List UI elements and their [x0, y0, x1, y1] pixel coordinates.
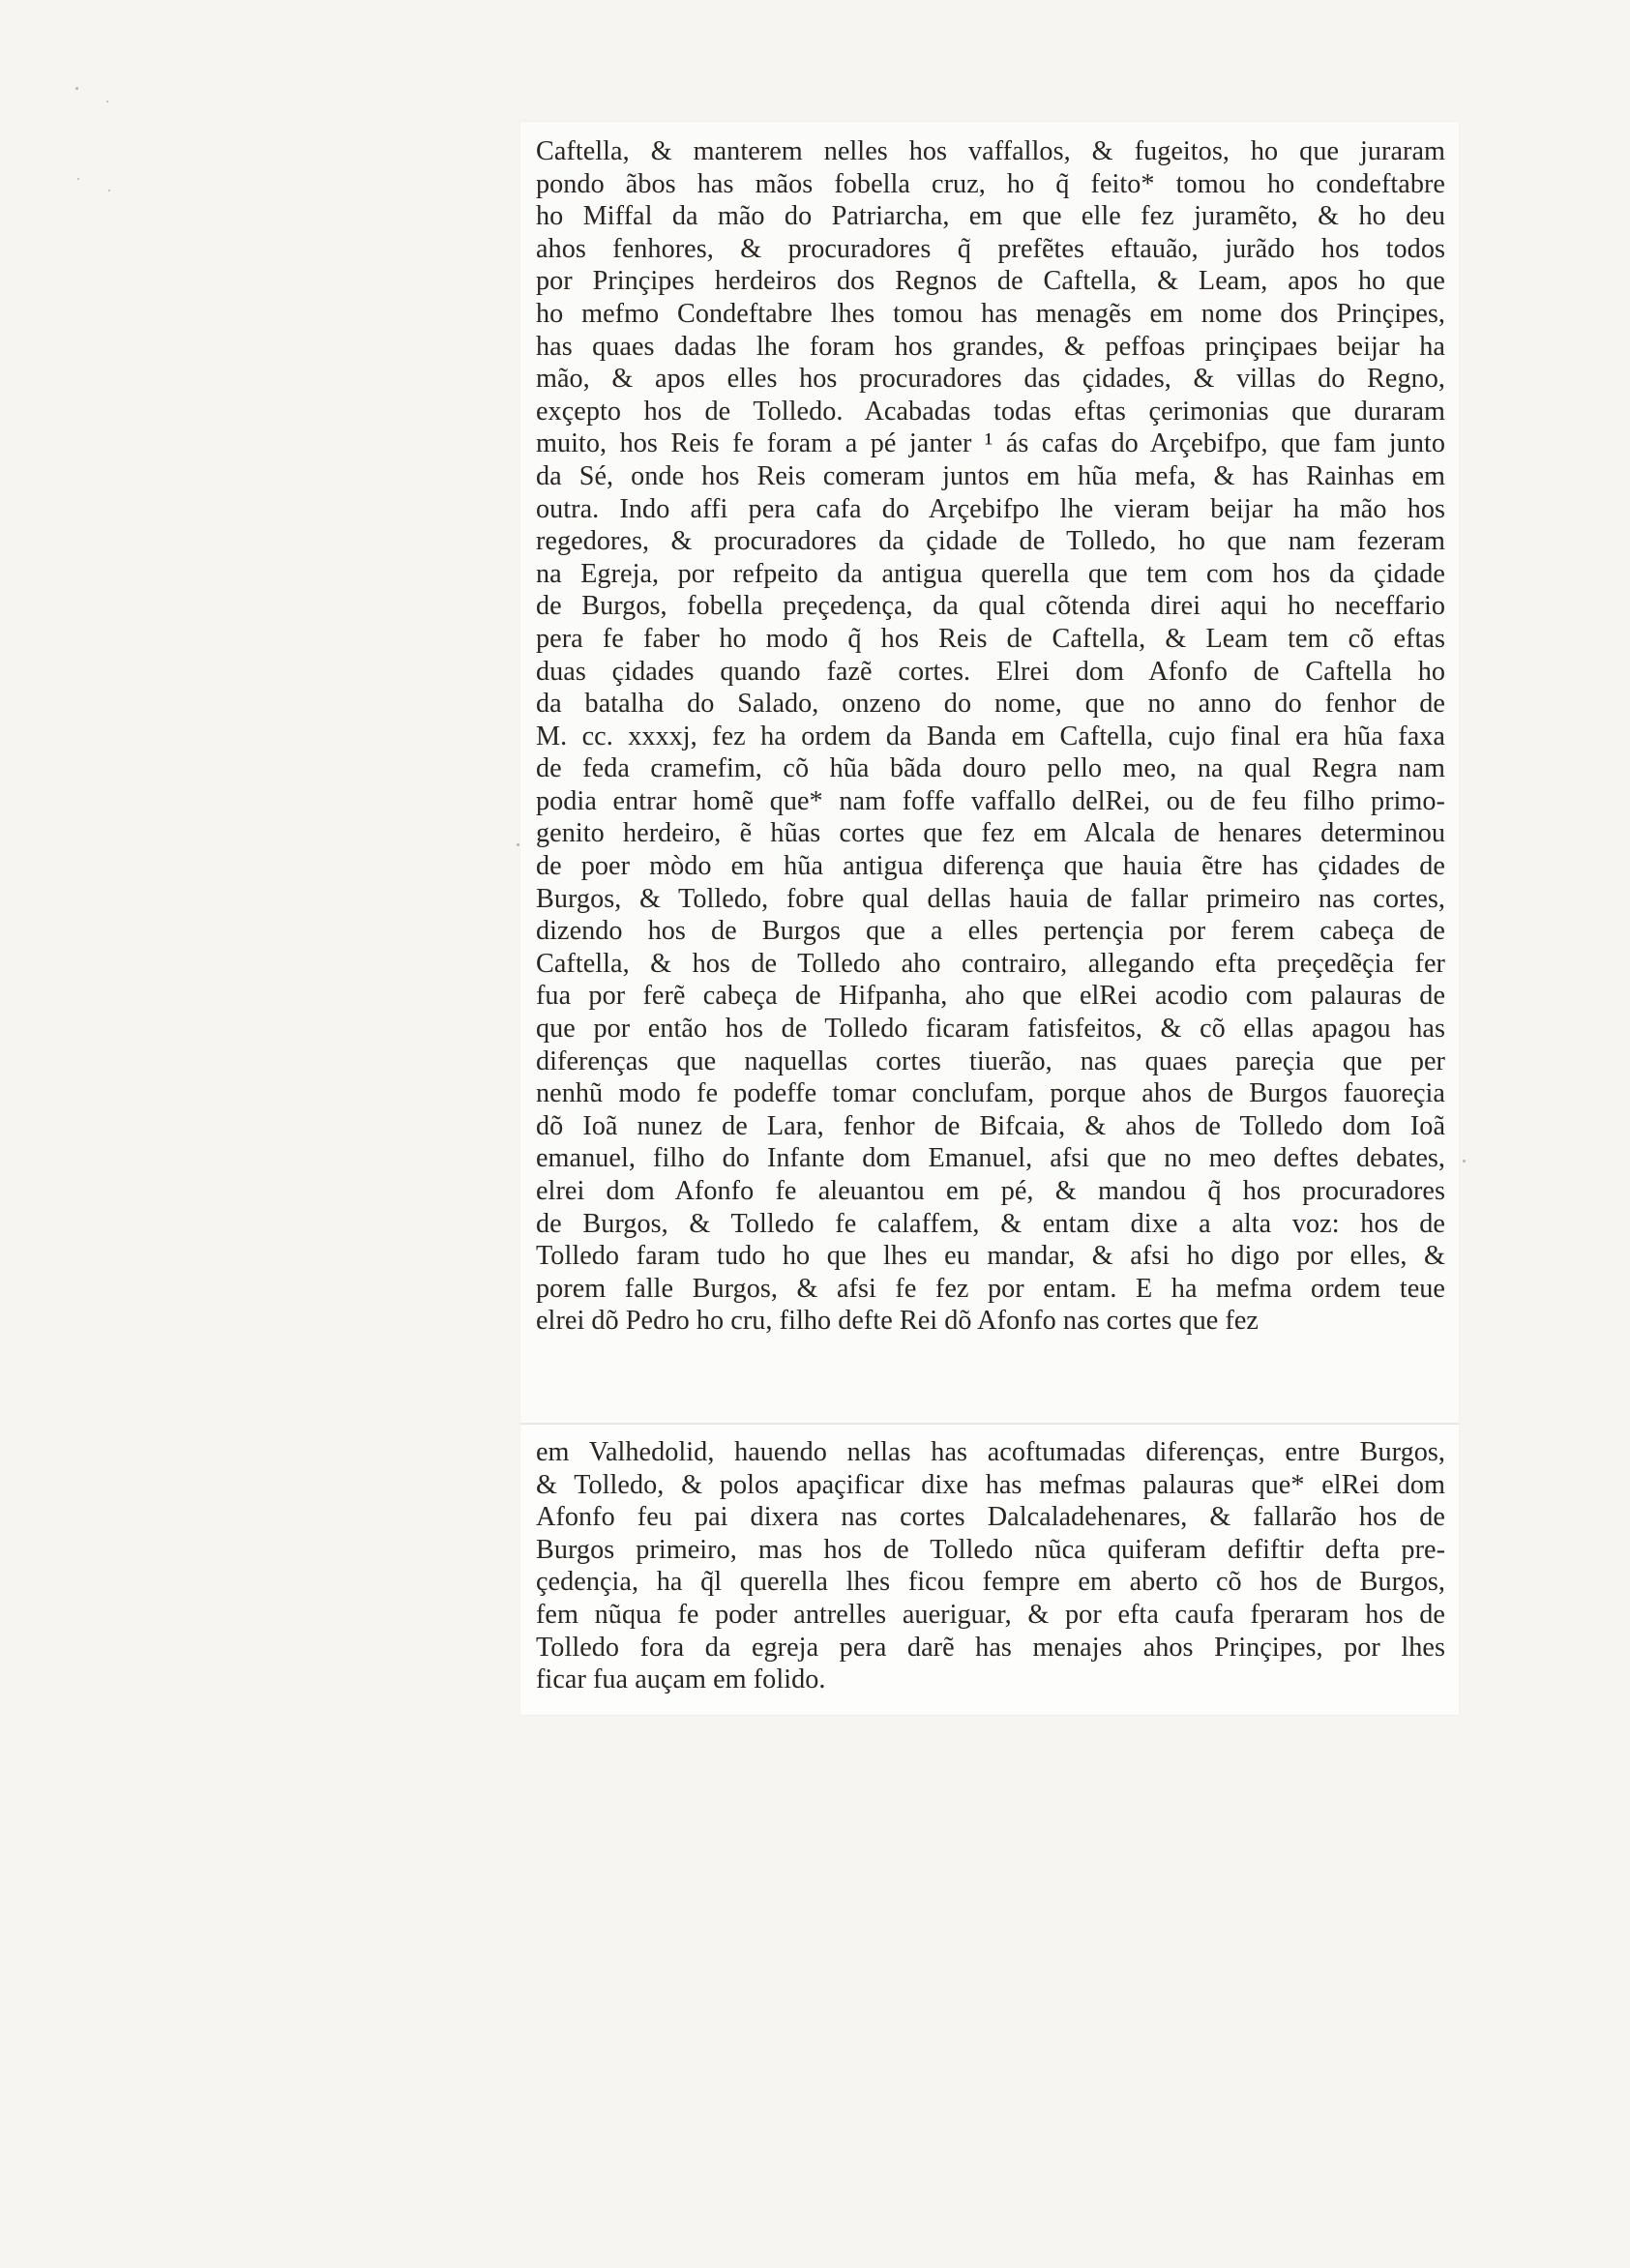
- text-line: podia entrar homẽ que* nam foffe vaffallo delRei, ou de feu filho primo-: [536, 785, 1445, 816]
- text-line: por Prinçipes herdeiros dos Regnos de Caftella, & Leam, apos ho que: [536, 266, 1445, 297]
- page-speck: [108, 190, 110, 191]
- text-lines-upper: [536, 135, 1445, 1338]
- text-line: Afonfo feu pai dixera nas cortes Dalcaladehenares, & fallarão hos de: [536, 1502, 1445, 1533]
- text-line: fem nũqua fe poder antrelles aueriguar, & por efta caufa fperaram hos de: [536, 1599, 1445, 1630]
- text-line: da batalha do Salado, onzeno do nome, que no anno do fenhor de: [536, 689, 1445, 720]
- text-line: fua por ferẽ cabeça de Hifpanha, aho que elRei acodio com palauras de: [536, 981, 1445, 1012]
- text-line: dizendo hos de Burgos que a elles pertençia por ferem cabeça de: [536, 916, 1445, 947]
- text-line: mão, & apos elles hos procuradores das çidades, & villas do Regno,: [536, 364, 1445, 395]
- text-line: muito, hos Reis fe foram a pé janter ¹ ás cafas do Arçebifpo, que fam junto: [536, 428, 1445, 459]
- text-line: elrei dom Afonfo fe aleuantou em pé, & mandou q̃ hos procuradores: [536, 1176, 1445, 1206]
- text-line: M. cc. xxxxj, fez ha ordem da Banda em Caftella, cujo final era hũa faxa: [536, 721, 1445, 751]
- text-line: diferenças que naquellas cortes tiuerão, nas quaes pareçia que per: [536, 1046, 1445, 1076]
- text-line: genito herdeiro, ẽ hũas cortes que fez em Alcala de henares determinou: [536, 818, 1445, 849]
- text-line: que por então hos de Tolledo ficaram fatisfeitos, & cõ ellas apagou has: [536, 1014, 1445, 1045]
- text-line: çedençia, ha q̃l querella lhes ficou fempre em aberto cõ hos de Burgos,: [536, 1567, 1445, 1598]
- text-line: pera fe faber ho modo q̃ hos Reis de Caftella, & Leam tem cõ eftas: [536, 623, 1445, 654]
- text-line: da Sé, onde hos Reis comeram juntos em hũa mefa, & has Rainhas em: [536, 460, 1445, 491]
- text-line: pondo ãbos has mãos fobella cruz, ho q̃ feito* tomou ho condeftabre: [536, 168, 1445, 199]
- text-line: Tolledo faram tudo ho que lhes eu mandar, & afsi ho digo por elles, &: [536, 1241, 1445, 1272]
- text-line: elrei dõ Pedro ho cru, filho defte Rei dõ Afonfo nas cortes que fez: [536, 1306, 1259, 1337]
- text-line: ahos fenhores, & procuradores q̃ prefẽtes eftauão, jurãdo hos todos: [536, 233, 1445, 264]
- text-line: de Burgos, & Tolledo fe calaffem, & entam dixe a alta voz: hos de: [536, 1208, 1445, 1239]
- text-lines-lower: [536, 1436, 1445, 1696]
- text-line: duas çidades quando fazẽ cortes. Elrei dom Afonfo de Caftella ho: [536, 656, 1445, 687]
- page-speck: [517, 843, 519, 846]
- page-speck: [75, 87, 78, 90]
- page-speck: [106, 101, 108, 103]
- text-line: dõ Ioã nunez de Lara, fenhor de Bifcaia, & ahos de Tolledo dom Ioã: [536, 1110, 1445, 1141]
- text-line: Caftella, & manterem nelles hos vaffallos, & fugeitos, ho que juraram: [536, 136, 1445, 166]
- text-line: de poer mòdo em hũa antigua diferença que hauia ẽtre has çidades de: [536, 851, 1445, 882]
- text-line: de feda cramefim, cõ hũa bãda douro pello meo, na qual Regra nam: [536, 753, 1445, 784]
- text-line: na Egreja, por refpeito da antigua querella que tem com hos da çidade: [536, 558, 1445, 589]
- text-line: has quaes dadas lhe foram hos grandes, & peffoas prinçipaes beijar ha: [536, 331, 1445, 362]
- text-line: regedores, & procuradores da çidade de Tolledo, ho que nam fezeram: [536, 526, 1445, 557]
- text-block-lower: [520, 1425, 1459, 1715]
- text-line: outra. Indo affi pera cafa do Arçebifpo lhe vieram beijar ha mão hos: [536, 493, 1445, 524]
- page-speck: [77, 178, 79, 180]
- text-line: Burgos, & Tolledo, fobre qual dellas hauia de fallar primeiro nas cortes,: [536, 883, 1445, 914]
- text-line: em Valhedolid, hauendo nellas has acoftumadas diferenças, entre Burgos,: [536, 1437, 1445, 1467]
- text-line: ho mefmo Condeftabre lhes tomou has menagẽs em nome dos Prinçipes,: [536, 298, 1445, 329]
- text-line: nenhũ modo fe podeffe tomar conclufam, porque ahos de Burgos fauoreçia: [536, 1078, 1445, 1109]
- text-line: Caftella, & hos de Tolledo aho contrairo, allegando efta preçedẽçia fer: [536, 948, 1445, 979]
- text-line: & Tolledo, & polos apaçificar dixe has mefmas palauras que* elRei dom: [536, 1469, 1445, 1500]
- text-line: emanuel, filho do Infante dom Emanuel, afsi que no meo deftes debates,: [536, 1143, 1445, 1174]
- page-speck: [1463, 1160, 1466, 1163]
- text-line: ho Miffal da mão do Patriarcha, em que elle fez juramẽto, & ho deu: [536, 201, 1445, 232]
- text-line: Burgos primeiro, mas hos de Tolledo nũca quiferam defiftir defta pre-: [536, 1534, 1445, 1565]
- text-line: de Burgos, fobella preçedença, da qual cõtenda direi aqui ho neceffario: [536, 591, 1445, 622]
- text-line: porem falle Burgos, & afsi fe fez por entam. E ha mefma ordem teue: [536, 1273, 1445, 1304]
- text-line: exçepto hos de Tolledo. Acabadas todas eftas çerimonias que duraram: [536, 396, 1445, 427]
- text-line: ficar fua auçam em folido.: [536, 1664, 826, 1695]
- text-line: Tolledo fora da egreja pera darẽ has menajes ahos Prinçipes, por lhes: [536, 1632, 1445, 1663]
- text-block-upper: [520, 122, 1459, 1423]
